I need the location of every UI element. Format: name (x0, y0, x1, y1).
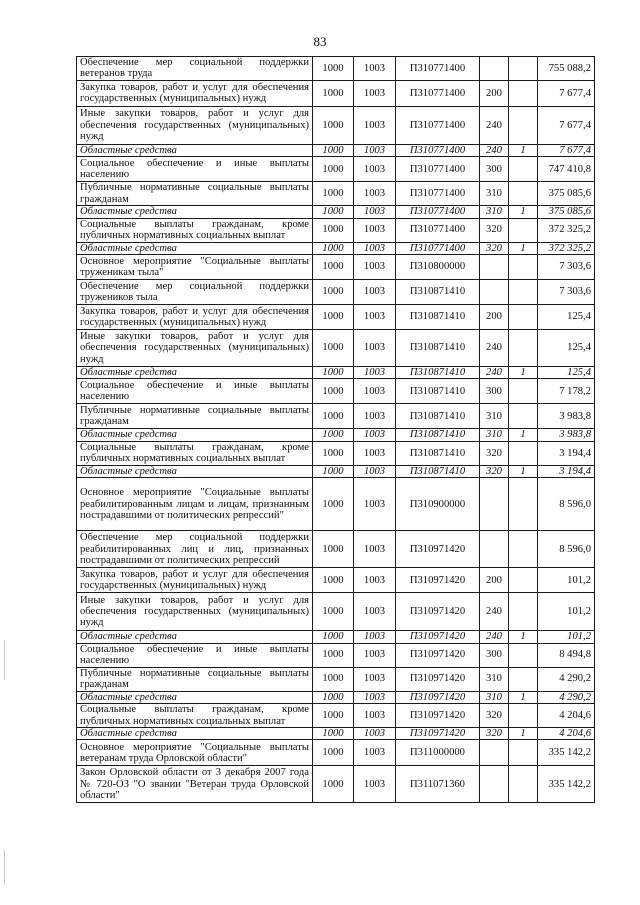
table-row (77, 568, 595, 593)
expense-type-code-cell (480, 766, 509, 803)
row-name-cell: Социальное обеспечение и иные выплаты населению (77, 157, 313, 182)
row-name-cell: Закупка товаров, работ и услуг для обеспечения государственных (муниципальных) нужд (77, 305, 313, 330)
target-article-code-cell: П310971420 (396, 631, 480, 643)
section-code-cell: 1000 (313, 568, 354, 593)
subsection-code-cell: 1003 (354, 305, 396, 330)
row-name-cell: Основное мероприятие "Социальные выплаты реабилитированным лицам и лицам, признанным пострадавшими от политических репрессий" (77, 478, 313, 531)
row-name-cell: Обеспечение мер социальной поддержки ветеранов труда (77, 57, 313, 81)
table-row (77, 379, 595, 404)
table-row (77, 280, 595, 305)
subsection-code-cell: 1003 (354, 80, 396, 106)
funding-source-code-cell (509, 766, 538, 803)
amount-cell: 101,2 (538, 593, 595, 631)
amount-cell: 7 677,4 (538, 80, 595, 106)
section-code-cell: 1000 (313, 478, 354, 531)
expense-type-code-cell (480, 478, 509, 531)
subsection-code-cell: 1003 (354, 441, 396, 465)
funding-source-row (77, 144, 595, 156)
expense-type-code-cell: 320 (480, 218, 509, 242)
section-code-cell: 1000 (313, 704, 354, 728)
target-article-code-cell: П310800000 (396, 255, 480, 280)
table-row (77, 80, 595, 106)
funding-source-code-cell (509, 80, 538, 106)
funding-source-code-cell (509, 255, 538, 280)
funding-source-code-cell (509, 704, 538, 728)
target-article-code-cell: П310871410 (396, 429, 480, 441)
subsection-code-cell: 1003 (354, 568, 396, 593)
target-article-code-cell: П310771400 (396, 157, 480, 182)
section-code-cell: 1000 (313, 429, 354, 441)
expense-type-code-cell: 310 (480, 206, 509, 218)
funding-source-row (77, 631, 595, 643)
page-number: 83 (313, 34, 327, 49)
expense-type-code-cell: 240 (480, 593, 509, 631)
target-article-code-cell: П310871410 (396, 280, 480, 305)
amount-cell: 125,4 (538, 330, 595, 367)
expense-type-code-cell: 200 (480, 305, 509, 330)
funding-source-code-cell: 1 (509, 367, 538, 379)
subsection-code-cell: 1003 (354, 728, 396, 740)
subsection-code-cell: 1003 (354, 157, 396, 182)
expense-type-code-cell: 320 (480, 728, 509, 740)
table-row (77, 704, 595, 728)
target-article-code-cell: П310971420 (396, 704, 480, 728)
row-name-cell: Публичные нормативные социальные выплаты гражданам (77, 667, 313, 691)
row-name-cell: Социальные выплаты гражданам, кроме публичных нормативных социальных выплат (77, 218, 313, 242)
expense-type-code-cell: 240 (480, 631, 509, 643)
subsection-code-cell: 1003 (354, 57, 396, 81)
expense-type-code-cell: 310 (480, 429, 509, 441)
table-row (77, 57, 595, 81)
row-name-cell: Областные средства (77, 728, 313, 740)
table-row (77, 667, 595, 691)
funding-source-code-cell (509, 404, 538, 429)
target-article-code-cell: П310771400 (396, 106, 480, 144)
section-code-cell: 1000 (313, 280, 354, 305)
expense-type-code-cell: 320 (480, 704, 509, 728)
expense-type-code-cell: 200 (480, 80, 509, 106)
expense-type-code-cell: 300 (480, 157, 509, 182)
subsection-code-cell: 1003 (354, 106, 396, 144)
amount-cell: 4 290,2 (538, 667, 595, 691)
target-article-code-cell: П311071360 (396, 766, 480, 803)
row-name-cell: Областные средства (77, 631, 313, 643)
subsection-code-cell: 1003 (354, 255, 396, 280)
section-code-cell: 1000 (313, 218, 354, 242)
funding-source-code-cell (509, 218, 538, 242)
section-code-cell: 1000 (313, 330, 354, 367)
scan-edge-mark (4, 640, 5, 680)
row-name-cell: Областные средства (77, 242, 313, 254)
amount-cell: 7 178,2 (538, 379, 595, 404)
funding-source-code-cell (509, 667, 538, 691)
target-article-code-cell: П310871410 (396, 367, 480, 379)
target-article-code-cell: П310971420 (396, 593, 480, 631)
table-row (77, 330, 595, 367)
target-article-code-cell: П310871410 (396, 465, 480, 477)
expense-type-code-cell: 310 (480, 667, 509, 691)
table-body (77, 57, 595, 803)
amount-cell: 3 983,8 (538, 404, 595, 429)
expense-type-code-cell (480, 255, 509, 280)
row-name-cell: Областные средства (77, 691, 313, 703)
section-code-cell: 1000 (313, 740, 354, 766)
target-article-code-cell: П310871410 (396, 441, 480, 465)
subsection-code-cell: 1003 (354, 465, 396, 477)
amount-cell: 7 677,4 (538, 144, 595, 156)
target-article-code-cell: П310971420 (396, 728, 480, 740)
section-code-cell: 1000 (313, 404, 354, 429)
subsection-code-cell: 1003 (354, 704, 396, 728)
row-name-cell: Социальное обеспечение и иные выплаты населению (77, 643, 313, 667)
amount-cell: 3 194,4 (538, 465, 595, 477)
amount-cell: 4 204,6 (538, 704, 595, 728)
section-code-cell: 1000 (313, 242, 354, 254)
subsection-code-cell: 1003 (354, 740, 396, 766)
subsection-code-cell: 1003 (354, 667, 396, 691)
amount-cell: 8 596,0 (538, 531, 595, 568)
target-article-code-cell: П310771400 (396, 206, 480, 218)
expense-type-code-cell: 240 (480, 144, 509, 156)
row-name-cell: Основное мероприятие "Социальные выплаты труженикам тыла" (77, 255, 313, 280)
subsection-code-cell: 1003 (354, 631, 396, 643)
scan-edge-mark (4, 850, 5, 885)
funding-source-code-cell: 1 (509, 465, 538, 477)
section-code-cell: 1000 (313, 728, 354, 740)
subsection-code-cell: 1003 (354, 379, 396, 404)
subsection-code-cell: 1003 (354, 144, 396, 156)
funding-source-row (77, 429, 595, 441)
funding-source-code-cell (509, 330, 538, 367)
table-row (77, 766, 595, 803)
amount-cell: 335 142,2 (538, 740, 595, 766)
target-article-code-cell: П310900000 (396, 478, 480, 531)
table-row (77, 218, 595, 242)
target-article-code-cell: П310971420 (396, 568, 480, 593)
funding-source-row (77, 242, 595, 254)
section-code-cell: 1000 (313, 643, 354, 667)
subsection-code-cell: 1003 (354, 280, 396, 305)
target-article-code-cell: П310771400 (396, 242, 480, 254)
expense-type-code-cell: 320 (480, 441, 509, 465)
expense-type-code-cell: 310 (480, 182, 509, 206)
target-article-code-cell: П310971420 (396, 643, 480, 667)
row-name-cell: Социальное обеспечение и иные выплаты населению (77, 379, 313, 404)
amount-cell: 747 410,8 (538, 157, 595, 182)
row-name-cell: Социальные выплаты гражданам, кроме публичных нормативных социальных выплат (77, 441, 313, 465)
subsection-code-cell: 1003 (354, 404, 396, 429)
subsection-code-cell: 1003 (354, 643, 396, 667)
funding-source-code-cell: 1 (509, 728, 538, 740)
amount-cell: 3 983,8 (538, 429, 595, 441)
subsection-code-cell: 1003 (354, 330, 396, 367)
target-article-code-cell: П310771400 (396, 182, 480, 206)
amount-cell: 7 677,4 (538, 106, 595, 144)
funding-source-code-cell (509, 106, 538, 144)
section-code-cell: 1000 (313, 182, 354, 206)
row-name-cell: Публичные нормативные социальные выплаты гражданам (77, 404, 313, 429)
section-code-cell: 1000 (313, 157, 354, 182)
funding-source-row (77, 206, 595, 218)
target-article-code-cell: П310971420 (396, 691, 480, 703)
target-article-code-cell: П310771400 (396, 57, 480, 81)
funding-source-code-cell (509, 441, 538, 465)
amount-cell: 335 142,2 (538, 766, 595, 803)
amount-cell: 7 303,6 (538, 255, 595, 280)
section-code-cell: 1000 (313, 367, 354, 379)
amount-cell: 7 303,6 (538, 280, 595, 305)
amount-cell: 8 494,8 (538, 643, 595, 667)
amount-cell: 125,4 (538, 305, 595, 330)
table-row (77, 106, 595, 144)
row-name-cell: Иные закупки товаров, работ и услуг для обеспечения государственных (муниципальных) нужд (77, 330, 313, 367)
funding-source-code-cell (509, 182, 538, 206)
section-code-cell: 1000 (313, 80, 354, 106)
row-name-cell: Областные средства (77, 206, 313, 218)
row-name-cell: Обеспечение мер социальной поддержки тружеников тыла (77, 280, 313, 305)
expense-type-code-cell: 200 (480, 568, 509, 593)
subsection-code-cell: 1003 (354, 593, 396, 631)
funding-source-code-cell (509, 531, 538, 568)
funding-source-code-cell (509, 305, 538, 330)
row-name-cell: Закупка товаров, работ и услуг для обеспечения государственных (муниципальных) нужд (77, 80, 313, 106)
amount-cell: 4 290,2 (538, 691, 595, 703)
section-code-cell: 1000 (313, 255, 354, 280)
table-row (77, 740, 595, 766)
funding-source-code-cell (509, 643, 538, 667)
section-code-cell: 1000 (313, 465, 354, 477)
row-name-cell: Закупка товаров, работ и услуг для обеспечения государственных (муниципальных) нужд (77, 568, 313, 593)
funding-source-code-cell: 1 (509, 144, 538, 156)
row-name-cell: Иные закупки товаров, работ и услуг для обеспечения государственных (муниципальных) нужд (77, 593, 313, 631)
target-article-code-cell: П310771400 (396, 80, 480, 106)
expense-type-code-cell: 320 (480, 242, 509, 254)
section-code-cell: 1000 (313, 631, 354, 643)
funding-source-row (77, 691, 595, 703)
section-code-cell: 1000 (313, 305, 354, 330)
subsection-code-cell: 1003 (354, 766, 396, 803)
amount-cell: 755 088,2 (538, 57, 595, 81)
amount-cell: 375 085,6 (538, 206, 595, 218)
amount-cell: 375 085,6 (538, 182, 595, 206)
funding-source-code-cell (509, 740, 538, 766)
row-name-cell: Областные средства (77, 465, 313, 477)
expense-type-code-cell: 240 (480, 106, 509, 144)
subsection-code-cell: 1003 (354, 531, 396, 568)
funding-source-row (77, 728, 595, 740)
target-article-code-cell: П310771400 (396, 218, 480, 242)
row-name-cell: Публичные нормативные социальные выплаты гражданам (77, 182, 313, 206)
subsection-code-cell: 1003 (354, 206, 396, 218)
funding-source-code-cell: 1 (509, 631, 538, 643)
funding-source-code-cell: 1 (509, 242, 538, 254)
section-code-cell: 1000 (313, 593, 354, 631)
target-article-code-cell: П311000000 (396, 740, 480, 766)
section-code-cell: 1000 (313, 106, 354, 144)
target-article-code-cell: П310871410 (396, 330, 480, 367)
table-row (77, 643, 595, 667)
table-row (77, 305, 595, 330)
expense-type-code-cell: 310 (480, 404, 509, 429)
target-article-code-cell: П310971420 (396, 667, 480, 691)
section-code-cell: 1000 (313, 206, 354, 218)
amount-cell: 3 194,4 (538, 441, 595, 465)
expense-type-code-cell: 310 (480, 691, 509, 703)
section-code-cell: 1000 (313, 691, 354, 703)
funding-source-code-cell (509, 568, 538, 593)
expense-type-code-cell: 240 (480, 330, 509, 367)
row-name-cell: Закон Орловской области от 3 декабря 2007 года № 720-ОЗ "О звании "Ветеран труда Орловской области" (77, 766, 313, 803)
amount-cell: 4 204,6 (538, 728, 595, 740)
section-code-cell: 1000 (313, 379, 354, 404)
subsection-code-cell: 1003 (354, 367, 396, 379)
expense-type-code-cell (480, 531, 509, 568)
row-name-cell: Обеспечение мер социальной поддержки реабилитированных лиц и лиц, признанных пострадавшими от политических репрессий (77, 531, 313, 568)
amount-cell: 125,4 (538, 367, 595, 379)
row-name-cell: Основное мероприятие "Социальные выплаты ветеранам труда Орловской области" (77, 740, 313, 766)
expense-type-code-cell (480, 740, 509, 766)
subsection-code-cell: 1003 (354, 429, 396, 441)
amount-cell: 372 325,2 (538, 242, 595, 254)
funding-source-code-cell: 1 (509, 206, 538, 218)
table-row (77, 441, 595, 465)
expense-type-code-cell (480, 57, 509, 81)
amount-cell: 8 596,0 (538, 478, 595, 531)
table-row (77, 157, 595, 182)
funding-source-row (77, 465, 595, 477)
row-name-cell: Областные средства (77, 429, 313, 441)
subsection-code-cell: 1003 (354, 478, 396, 531)
subsection-code-cell: 1003 (354, 691, 396, 703)
section-code-cell: 1000 (313, 667, 354, 691)
section-code-cell: 1000 (313, 57, 354, 81)
funding-source-code-cell (509, 280, 538, 305)
table-row (77, 182, 595, 206)
budget-table (76, 56, 595, 803)
funding-source-code-cell (509, 478, 538, 531)
section-code-cell: 1000 (313, 766, 354, 803)
section-code-cell: 1000 (313, 441, 354, 465)
funding-source-code-cell (509, 379, 538, 404)
table-row (77, 404, 595, 429)
target-article-code-cell: П310971420 (396, 531, 480, 568)
expense-type-code-cell (480, 280, 509, 305)
funding-source-code-cell (509, 593, 538, 631)
expense-type-code-cell: 320 (480, 465, 509, 477)
amount-cell: 372 325,2 (538, 218, 595, 242)
row-name-cell: Областные средства (77, 144, 313, 156)
amount-cell: 101,2 (538, 631, 595, 643)
funding-source-code-cell: 1 (509, 429, 538, 441)
expense-type-code-cell: 240 (480, 367, 509, 379)
target-article-code-cell: П310871410 (396, 379, 480, 404)
section-code-cell: 1000 (313, 144, 354, 156)
funding-source-row (77, 367, 595, 379)
funding-source-code-cell (509, 57, 538, 81)
funding-source-code-cell (509, 157, 538, 182)
row-name-cell: Областные средства (77, 367, 313, 379)
section-code-cell: 1000 (313, 531, 354, 568)
amount-cell: 101,2 (538, 568, 595, 593)
row-name-cell: Социальные выплаты гражданам, кроме публичных нормативных социальных выплат (77, 704, 313, 728)
expense-type-code-cell: 300 (480, 379, 509, 404)
subsection-code-cell: 1003 (354, 242, 396, 254)
funding-source-code-cell: 1 (509, 691, 538, 703)
target-article-code-cell: П310871410 (396, 305, 480, 330)
subsection-code-cell: 1003 (354, 182, 396, 206)
table-row (77, 531, 595, 568)
table-row (77, 593, 595, 631)
table-row (77, 255, 595, 280)
subsection-code-cell: 1003 (354, 218, 396, 242)
target-article-code-cell: П310771400 (396, 144, 480, 156)
expense-type-code-cell: 300 (480, 643, 509, 667)
row-name-cell: Иные закупки товаров, работ и услуг для обеспечения государственных (муниципальных) нужд (77, 106, 313, 144)
table-row (77, 478, 595, 531)
target-article-code-cell: П310871410 (396, 404, 480, 429)
